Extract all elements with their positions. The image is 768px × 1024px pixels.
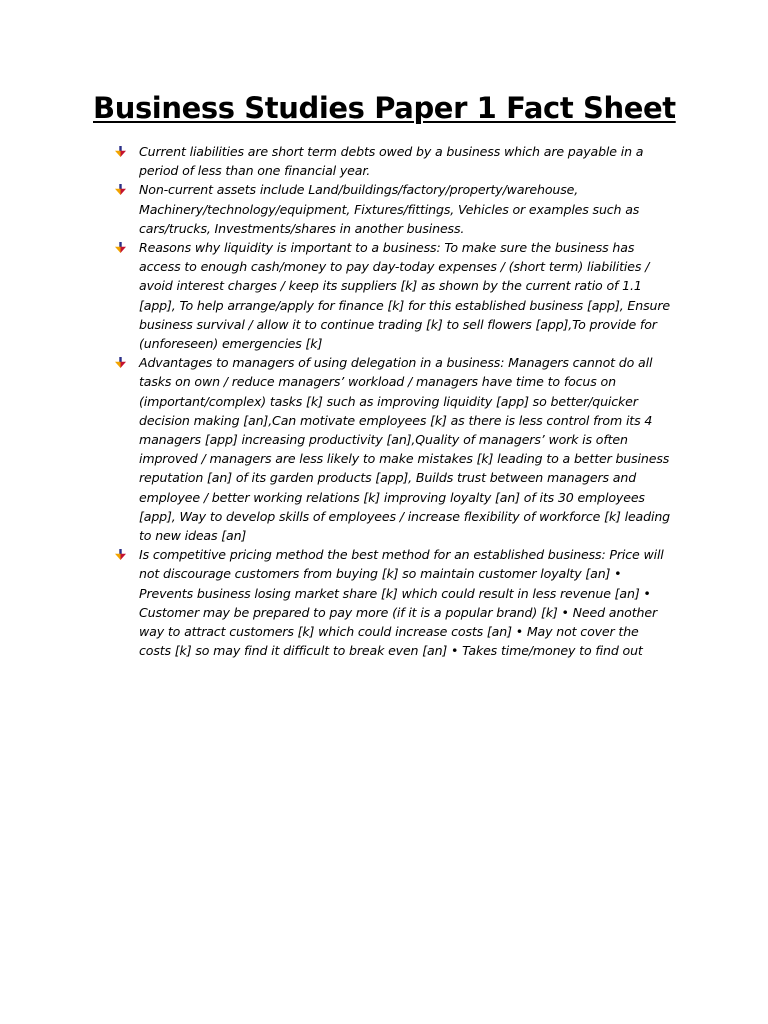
- list-item-text: Advantages to managers of using delegation in a business: Managers cannot do all tasks on own / reduce managers’ workload / managers have time to focus on (important/complex) tasks [k] such as improving liquidity [app] so better/quicker decision making [an],Can motivate employees [k] as there is less control from its 4 managers [app] increasing productivity [an],Quality of managers’ work is often improved / managers are less likely to make mistakes [k] leading to a better business reputation [an] of its garden products [app], Builds trust between managers and employee / better working relations [k] improving loyalty [an] of its 30 employees [app], Way to develop skills of employees / increase flexibility of workforce [k] leading to new ideas [an]: [139, 355, 670, 544]
- arrow-down-bullet-icon: [115, 357, 126, 368]
- arrow-down-bullet-icon: [115, 242, 126, 253]
- list-item-text: Is competitive pricing method the best method for an established business: Price will not discourage customers from buying [k] so maintain customer loyalty [an] • Prevents business losing market share [k] which could result in less revenue [an] • Customer may be prepared to pay more (if it is a popular brand) [k] • Need another way to attract customers [k] which could increase costs [an] • May not cover the costs [k] so may find it difficult to break even [an] • Takes time/money to find out: [139, 547, 664, 659]
- page-title: Business Studies Paper 1 Fact Sheet: [93, 91, 676, 125]
- arrow-down-bullet-icon: [115, 549, 126, 560]
- arrow-down-bullet-icon: [115, 184, 126, 195]
- list-item: [112, 180, 674, 238]
- list-item: [112, 142, 674, 180]
- list-item: [112, 545, 674, 660]
- list-item-text: Reasons why liquidity is important to a business: To make sure the business has access to enough cash/money to pay day-today expenses / (short term) liabilities / avoid interest charges / keep its suppliers [k] as shown by the current ratio of 1.1 [app], To help arrange/apply for finance [k] for this established business [app], Ensure business survival / allow it to continue trading [k] to sell flowers [app],To provide for (unforeseen) emergencies [k]: [139, 240, 670, 352]
- list-item-text: Current liabilities are short term debts owed by a business which are payable in a period of less than one financial year.: [139, 144, 644, 179]
- arrow-down-bullet-icon: [115, 146, 126, 157]
- list-item: [112, 238, 674, 353]
- fact-list: [112, 142, 674, 660]
- list-item-text: Non-current assets include Land/buildings/factory/property/warehouse, Machinery/technology/equipment, Fixtures/fittings, Vehicles or examples such as cars/trucks, Investments/shares in another business.: [139, 182, 640, 236]
- list-item: [112, 353, 674, 545]
